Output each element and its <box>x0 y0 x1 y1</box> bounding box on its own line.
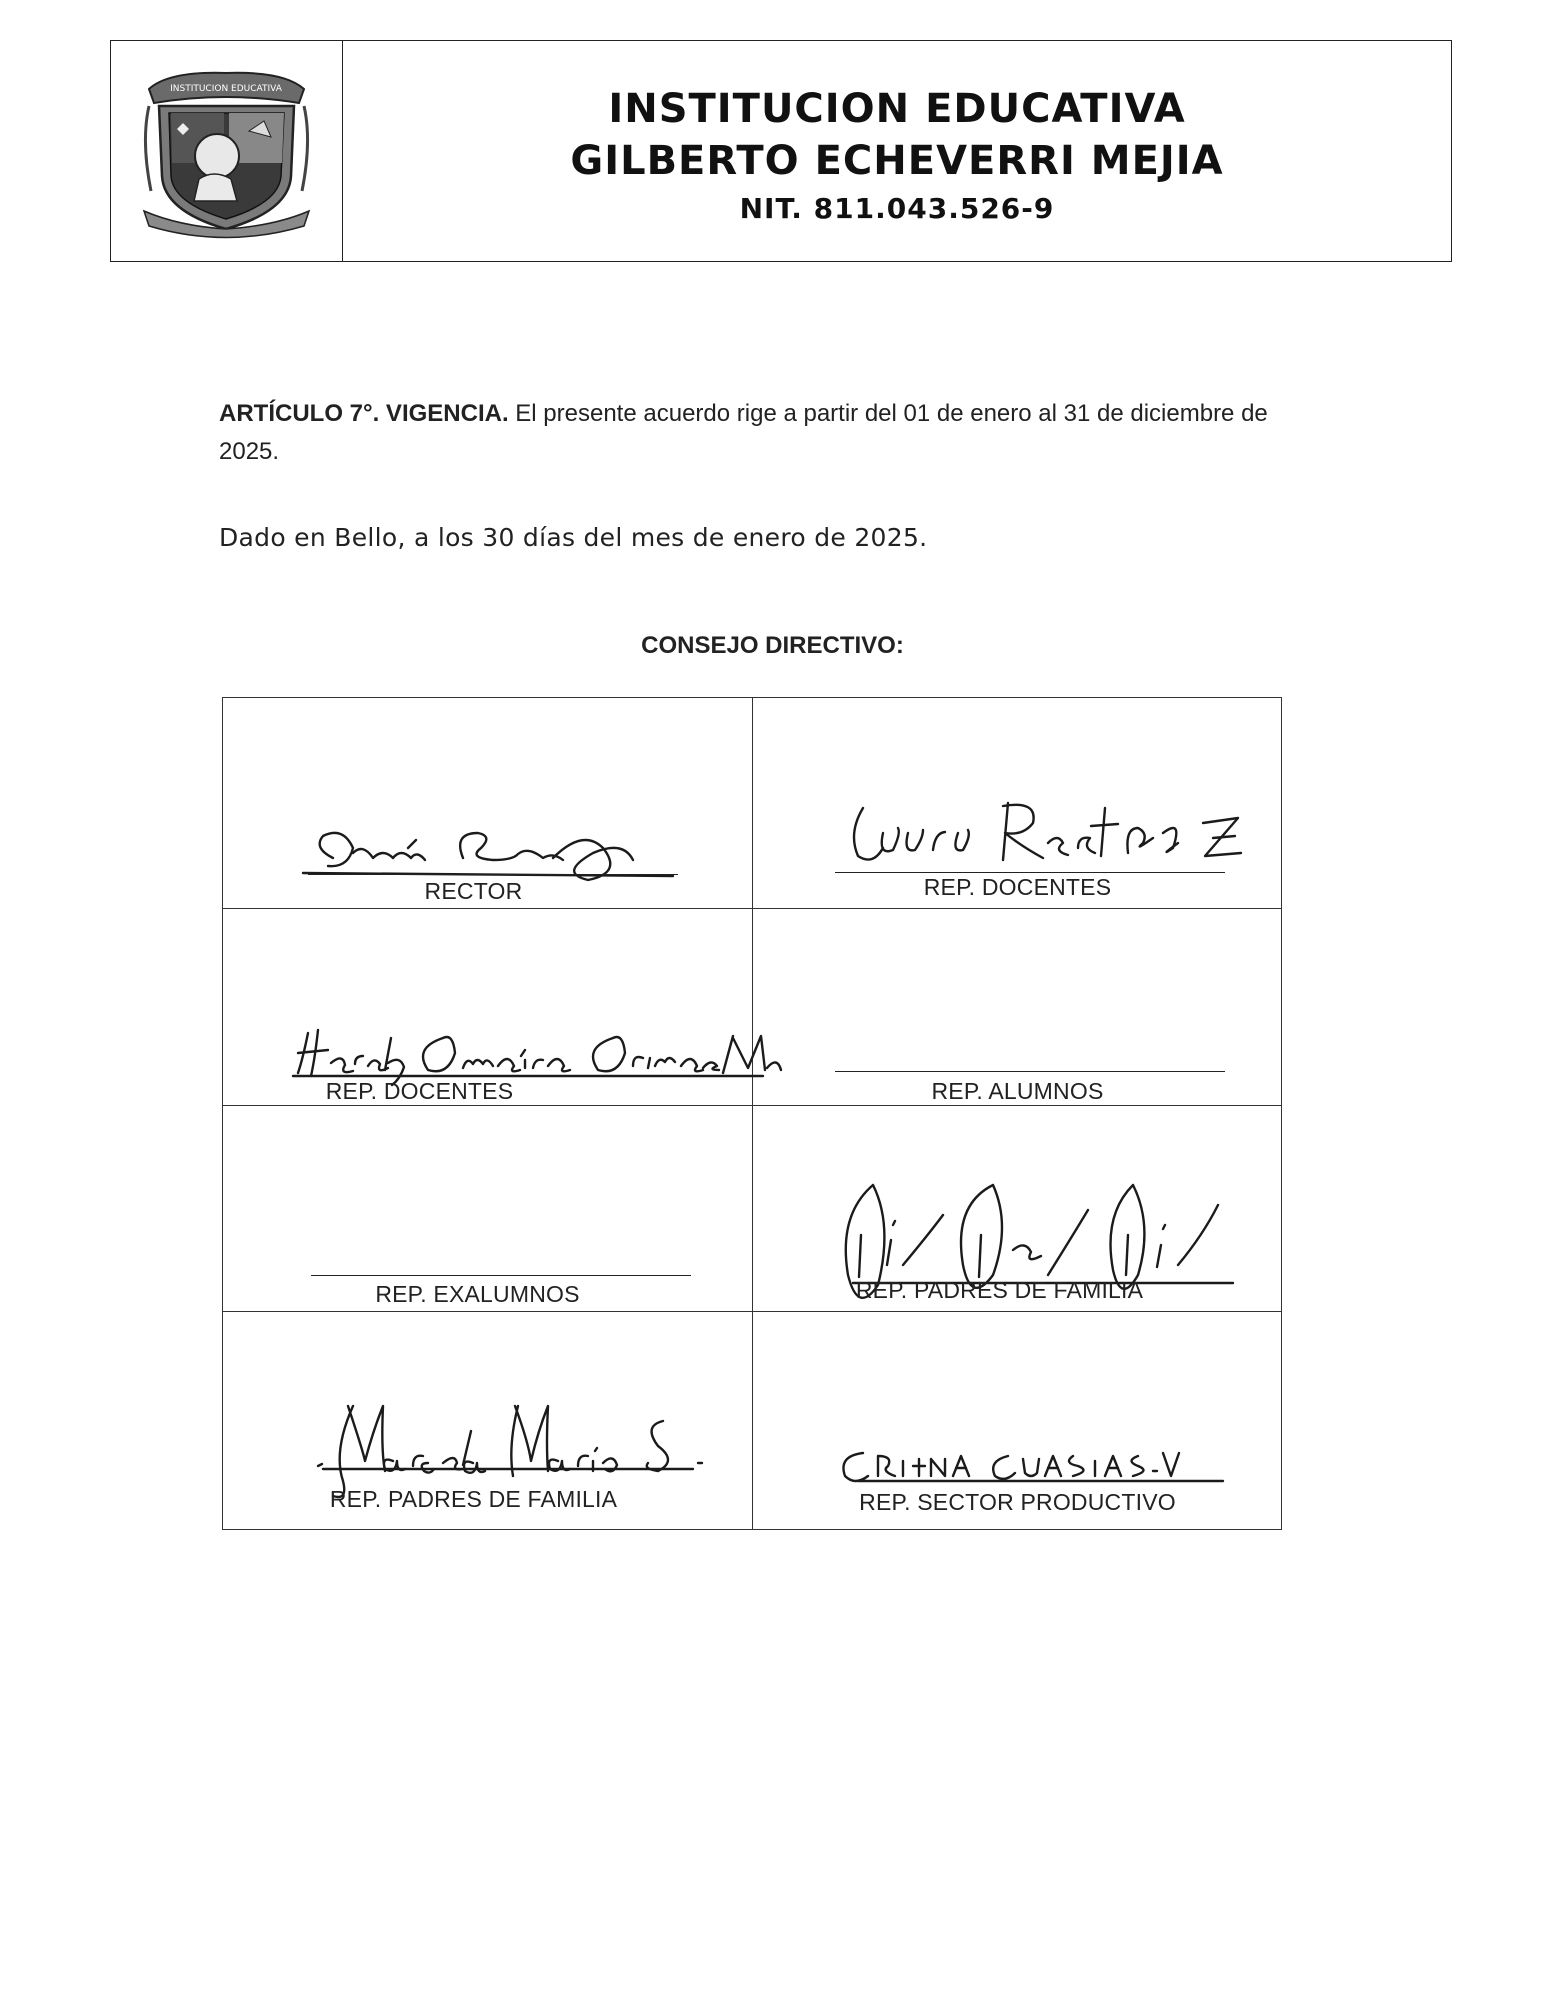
role-label: REP. SECTOR PRODUCTIVO <box>859 1489 1176 1515</box>
signature-line <box>311 1275 691 1276</box>
role-label: REP. ALUMNOS <box>931 1078 1104 1104</box>
council-title: CONSEJO DIRECTIVO: <box>641 632 904 659</box>
signature-rep-padres-2 <box>303 1391 723 1501</box>
signature-table <box>222 697 1282 1530</box>
signature-rep-docentes-1 <box>843 788 1263 868</box>
signature-cell-rector <box>223 698 752 908</box>
signature-cell-rep-padres-2 <box>223 1311 752 1531</box>
signature-cell-rep-padres-1 <box>753 1105 1282 1311</box>
role-label: RECTOR <box>424 878 523 904</box>
role-label: REP. DOCENTES <box>923 874 1112 900</box>
issued-date-statement: Dado en Bello, a los 30 días del mes de enero de 2025. <box>219 523 928 552</box>
article-heading: ARTÍCULO 7°. VIGENCIA. <box>219 400 509 427</box>
role-label: REP. EXALUMNOS <box>375 1281 580 1307</box>
article-7-paragraph <box>219 395 1309 471</box>
role-label: REP. PADRES DE FAMILIA <box>855 1277 1144 1303</box>
institution-nit: NIT. 811.043.526-9 <box>739 192 1055 225</box>
signature-cell-rep-docentes-1 <box>753 698 1282 908</box>
logo-cell <box>111 41 343 261</box>
signature-line <box>835 872 1225 873</box>
signature-cell-rep-alumnos <box>753 908 1282 1105</box>
signature-line <box>835 1071 1225 1072</box>
role-label: REP. PADRES DE FAMILIA <box>329 1486 618 1512</box>
signature-cell-rep-docentes-2 <box>223 908 752 1105</box>
signature-line <box>308 874 678 875</box>
signature-cell-rep-sector-productivo <box>753 1311 1282 1531</box>
role-label: REP. DOCENTES <box>325 1078 514 1104</box>
signature-cell-rep-exalumnos <box>223 1105 752 1311</box>
signature-rep-sector-productivo <box>833 1441 1233 1491</box>
institution-crest-logo <box>139 51 314 251</box>
svg-text:INSTITUCION EDUCATIVA: INSTITUCION EDUCATIVA <box>170 84 282 94</box>
article-text: El presente acuerdo rige a partir del 01 de enero al 31 de diciembre de 2025. <box>219 400 1268 465</box>
institution-name-line1: INSTITUCION EDUCATIVA <box>608 86 1186 132</box>
institution-name-block <box>343 83 1451 231</box>
letterhead <box>110 40 1452 262</box>
institution-name-line2: GILBERTO ECHEVERRI MEJIA <box>570 138 1224 184</box>
